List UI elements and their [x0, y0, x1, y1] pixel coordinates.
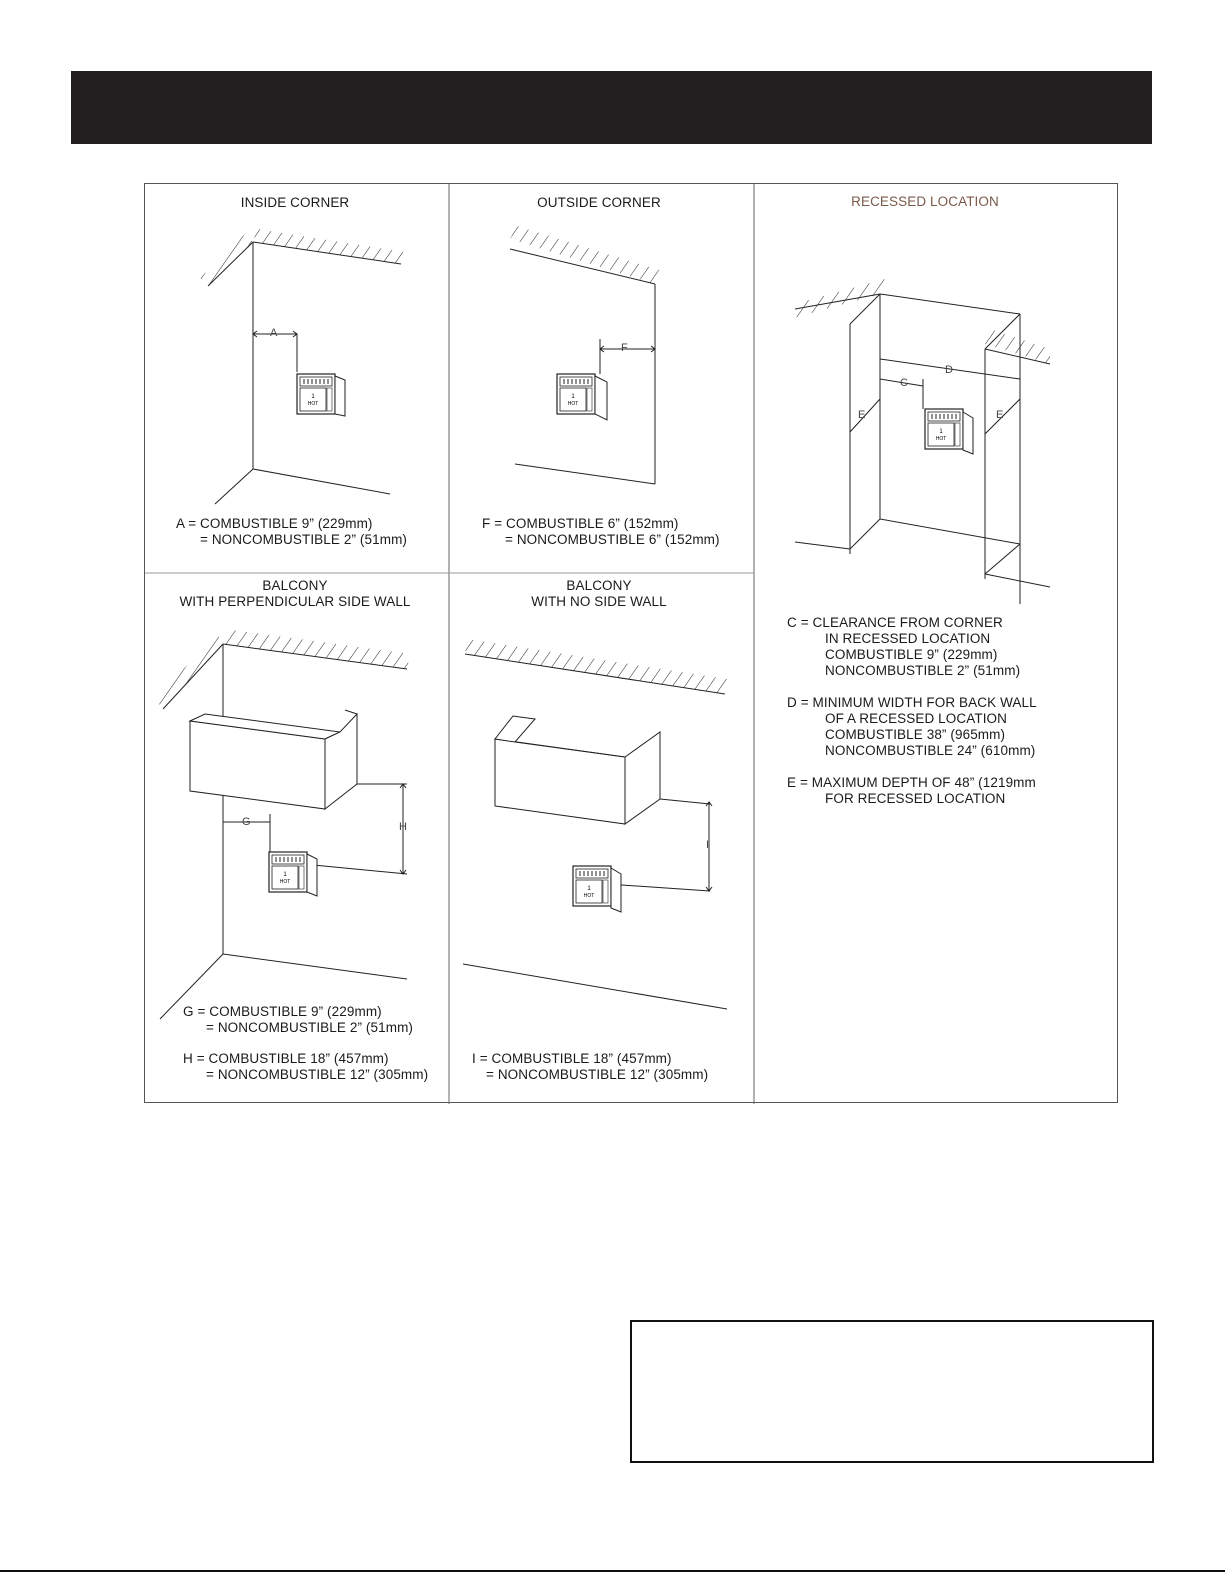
inside-corner-title: INSIDE CORNER — [240, 195, 350, 210]
balcony-g-note-2: = NONCOMBUSTIBLE 2” (51mm) — [206, 1020, 414, 1035]
dim-label-i: I — [706, 839, 710, 851]
balcony-h-note-2: = NONCOMBUSTIBLE 12” (305mm) — [206, 1067, 429, 1082]
recessed-c-line-3: COMBUSTIBLE 9” (229mm) — [825, 647, 998, 662]
recessed-c-line-4: NONCOMBUSTIBLE 2” (51mm) — [825, 663, 1021, 678]
balcony-g-note-1: G = COMBUSTIBLE 9” (229mm) — [183, 1004, 382, 1019]
outside-corner-title: OUTSIDE CORNER — [537, 195, 661, 210]
recessed-d-line-2: OF A RECESSED LOCATION — [825, 711, 1007, 726]
recessed-location-title: RECESSED LOCATION — [851, 194, 999, 209]
recessed-d-line-1: D = MINIMUM WIDTH FOR BACK WALL — [787, 695, 1037, 710]
footer-rule — [0, 1570, 1225, 1572]
section-header-bar — [71, 71, 1152, 144]
dim-label-a: A — [270, 327, 278, 339]
dim-label-h: H — [399, 821, 407, 833]
dim-label-g: G — [242, 816, 251, 828]
inside-corner-note-1: A = COMBUSTIBLE 9” (229mm) — [176, 516, 373, 531]
balcony-side-title-1: BALCONY — [262, 578, 328, 593]
recessed-location-drawing — [790, 279, 1050, 604]
dim-label-e-left: E — [858, 409, 866, 421]
note-box — [630, 1320, 1154, 1463]
outside-corner-note-1: F = COMBUSTIBLE 6” (152mm) — [482, 516, 679, 531]
dim-label-d: D — [945, 364, 953, 376]
balcony-side-title-2: WITH PERPENDICULAR SIDE WALL — [179, 594, 411, 609]
balcony-h-note-1: H = COMBUSTIBLE 18” (457mm) — [183, 1051, 389, 1066]
clearance-figure — [144, 183, 1118, 1103]
recessed-e-line-1: E = MAXIMUM DEPTH OF 48” (1219mm — [787, 775, 1036, 790]
inside-corner-drawing — [200, 229, 404, 504]
balcony-noside-title-2: WITH NO SIDE WALL — [531, 594, 667, 609]
recessed-d-line-3: COMBUSTIBLE 38” (965mm) — [825, 727, 1006, 742]
dim-label-e-right: E — [996, 409, 1004, 421]
outside-corner-note-2: = NONCOMBUSTIBLE 6” (152mm) — [505, 532, 720, 547]
inside-corner-note-2: = NONCOMBUSTIBLE 2” (51mm) — [200, 532, 408, 547]
dim-label-f: F — [621, 342, 628, 354]
balcony-no-side-wall-drawing — [463, 639, 727, 1009]
recessed-d-line-4: NONCOMBUSTIBLE 24” (610mm) — [825, 743, 1036, 758]
balcony-i-note-1: I = COMBUSTIBLE 18” (457mm) — [472, 1051, 672, 1066]
outside-corner-drawing — [510, 226, 665, 484]
dim-label-c: C — [900, 377, 908, 389]
balcony-side-wall-drawing — [155, 629, 410, 1019]
balcony-noside-title-1: BALCONY — [566, 578, 632, 593]
recessed-c-line-1: C = CLEARANCE FROM CORNER — [787, 615, 1003, 630]
balcony-i-note-2: = NONCOMBUSTIBLE 12” (305mm) — [486, 1067, 709, 1082]
recessed-e-line-2: FOR RECESSED LOCATION — [825, 791, 1006, 806]
recessed-c-line-2: IN RECESSED LOCATION — [825, 631, 991, 646]
clearance-diagrams: 1 HOT — [145, 184, 1119, 1104]
